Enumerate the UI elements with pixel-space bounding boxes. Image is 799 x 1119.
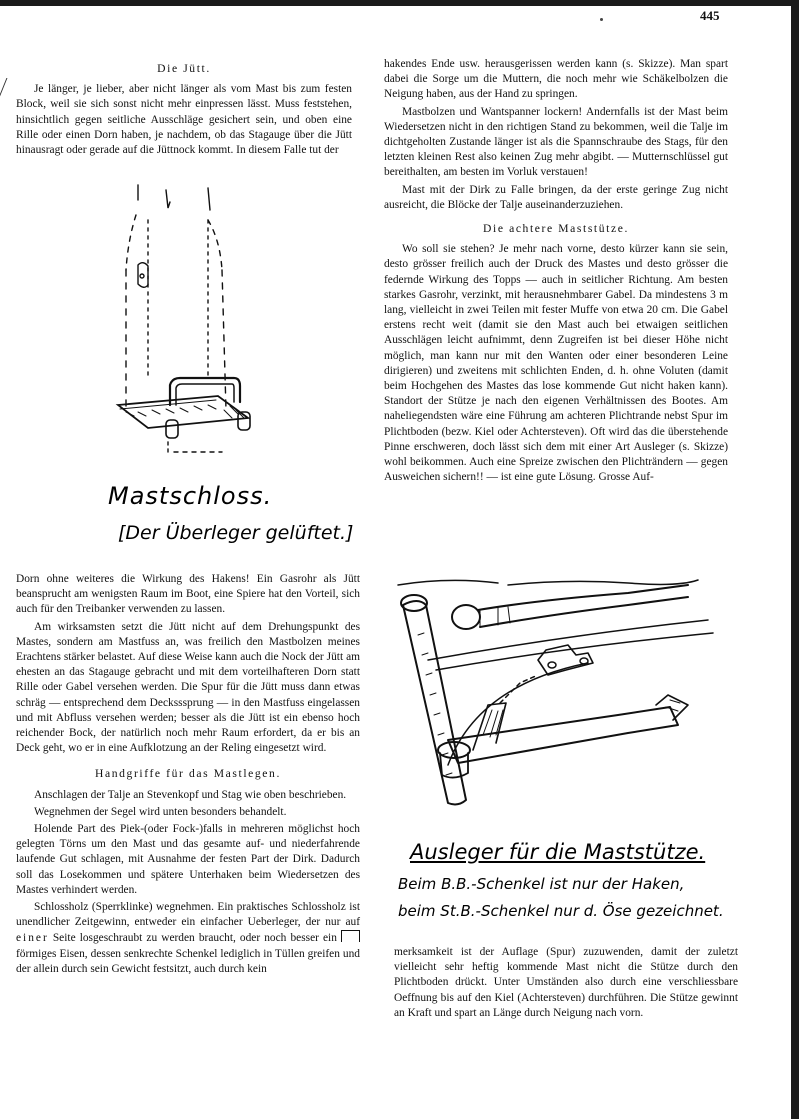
paragraph: Holende Part des Piek-(oder Fock-)falls in mehreren möglichst hoch gelegten Törns um den Mast und das gesamte auf- und niederfahrende laufende Gut schlagen, mit Ausnahme der festen Part der Dirk. Dadurch soll das Losekommen und spätere Unterhaken beim Wiedersetzen des Mastes verhindert werden. (16, 823, 360, 896)
figure-note-line2: beim St.B.-Schenkel nur d. Öse gezeichnet. (398, 902, 724, 920)
left-column-bottom (16, 572, 360, 979)
paragraph: Mast mit der Dirk zu Falle bringen, da der erste geringe Zug nicht ausreicht, die Blöcke der Talje auseinanderzuziehen. (384, 183, 728, 211)
paragraph: hakendes Ende usw. herausgerissen werden kann (s. Skizze). Man spart dabei die Sorge um die Muttern, die noch mehr wie Schäkelbolzen die Neigung haben, aus der Hand zu springen. (384, 58, 728, 101)
paragraph-schlossholz (16, 900, 360, 977)
page-edge-right (791, 0, 799, 1119)
paragraph: Je länger, je lieber, aber nicht länger als vom Mast bis zum festen Block, weil sie sich sonst nicht mehr einpressen lässt. Muss feststehen, hinsichtlich gegen seitliche Ausschläge gesichert sein, und oben eine Rille oder einen Dorn haben, je nachdem, ob das Stagauge über die Jütt hinausragt oder gerade auf die Jüttnock kommt. In diesem Falle tut der (16, 83, 352, 157)
print-speck (600, 18, 603, 21)
emphasis-text: einer (16, 932, 49, 945)
figure-subcaption-mastschloss: [Der Überleger gelüftet.] (118, 522, 354, 544)
page-number: 445 (700, 8, 720, 23)
right-column-top (384, 57, 728, 487)
ausleger-sketch (388, 575, 733, 830)
paragraph: Wo soll sie stehen? Je mehr nach vorne, desto kürzer kann sie sein, desto grösser freilich auch der Druck des Mastes und desto grösser die federnde Wirkung des Topps — auch in seitlicher Richtung. Am besten starkes Gasrohr, verzinkt, mit herausnehmbarer Gabel. Da mindestens 3 m lang, vielleicht in zwei Teilen mit fester Muffe von etwa 20 cm. Die Gabel erstens recht weit (damit sie den Mast auch bei etwaigen seitlichen Ausschlägen leicht aufnimmt, denn Zugreifen ist bei dieser Höhe nicht möglich, man kann nur mit den Wanten oder einer besonderen Leine dirigieren) und zweitens mit schlichten Enden, d. h. ohne Voluten (damit beim Hochgehen des Mastes das lose kommende Gut nicht haken kann). Standort der Stütze je nach den eigenen Verhältnissen des Bootes. Am naheliegendsten wäre eine Führung am achteren Plichtrande nebst Spur im Plichtboden (bezw. Kiel oder Achtersteven). Oft wird das die überstehende Pinne erschweren, doch lässt sich dem mit einer Art Ausleger (s. Skizze) wohl beikommen. Auch eine Spreize zwischen den Plichträndern — gegen Ausweichen sichern!! — ist eine gute Lösung. Grosse Auf- (384, 243, 728, 484)
text-run: Seite losgeschraubt zu werden braucht, oder noch besser ein (48, 932, 337, 945)
figure-note-line1: Beim B.B.-Schenkel ist nur der Haken, (398, 875, 685, 893)
section-heading-maststuetze: Die achtere Maststütze. (483, 222, 629, 236)
right-column-bottom (394, 945, 738, 1023)
paragraph: Dorn ohne weiteres die Wirkung des Hakens! Ein Gasrohr als Jütt beansprucht am wenigsten Raum im Boot, eine Spiere hat den Vorteil, sich auch für den Treibanker verwenden zu lassen. (16, 573, 360, 616)
paragraph: Am wirksamsten setzt die Jütt nicht auf dem Drehungspunkt des Mastes, sondern am Mastfuss an, was freilich den Mastbolzen meines Erachtens stärker belastet. Auf diese Weise kann auch die Nock der Jütt am ehesten an das Stagauge gebracht und mit dem vorteilhafteren Dorn statt Rille oder Gabel versehen werden. Die Spur für die Jütt muss dann etwas schräg — entsprechend dem Decksssprung — in den Mastfuss eingelassen und mit Abfluss versehen werden; besser als die Jütt ist ein ebenso hoch reichender Bock, der natürlich noch mehr Raum erfordert, da er bis an Deck geht, wo er in eine Aufklotzung an der Reling eingesetzt wird. (16, 620, 360, 755)
section-heading-juett: Die Jütt. (157, 62, 211, 75)
figure-caption-mastschloss: Mastschloss. (108, 482, 273, 510)
paragraph: merksamkeit ist der Auflage (Spur) zuzuwenden, damit der zuletzt vielleicht sehr heftig kommende Mast nicht die Stütze durch den Plichtboden drückt. Unter Umständen also durch eine verschliessbare Oeffnung bis auf den Kiel (Achtersteven) durchführen. Die Stütze gewinnt an Kraft und spart an Länge durch Neigung nach vorn. (394, 946, 738, 1019)
paragraph: Wegnehmen der Segel wird unten besonders behandelt. (34, 805, 287, 818)
text-run: Schlossholz (Sperrklinke) wegnehmen. Ein praktisches Schlossholz ist unendlicher Zeitgewinn, entweder ein einfacher Ueberleger, der nur auf (16, 901, 360, 929)
page-edge-top (0, 0, 799, 6)
bracket-shape-icon (341, 930, 360, 942)
text-run: förmiges Eisen, dessen senkrechte Schenkel lediglich in Tüllen greifen und der allein durch sein Gewicht festsitzt, auch durch kein (16, 947, 360, 975)
left-column-top (16, 57, 352, 160)
paragraph: Anschlagen der Talje an Stevenkopf und Stag wie oben beschrieben. (34, 788, 347, 801)
paragraph: Mastbolzen und Wantspanner lockern! Andernfalls ist der Mast beim Wiedersetzen nicht in den richtigen Stand zu bekommen, weil die Talje im dichtgeholten Zustande länger ist als die Spannschraube des Stags, für den letzten kleinen Rest also keinen Zug mehr abgibt. — Mutternschlüssel gut bereithalten, am besten im Vorluk verstauen! (384, 105, 728, 179)
figure-caption-ausleger: Ausleger für die Maststütze. (410, 840, 706, 864)
mastschloss-sketch (108, 180, 258, 470)
section-heading-mastlegen: Handgriffe für das Mastlegen. (95, 767, 281, 781)
